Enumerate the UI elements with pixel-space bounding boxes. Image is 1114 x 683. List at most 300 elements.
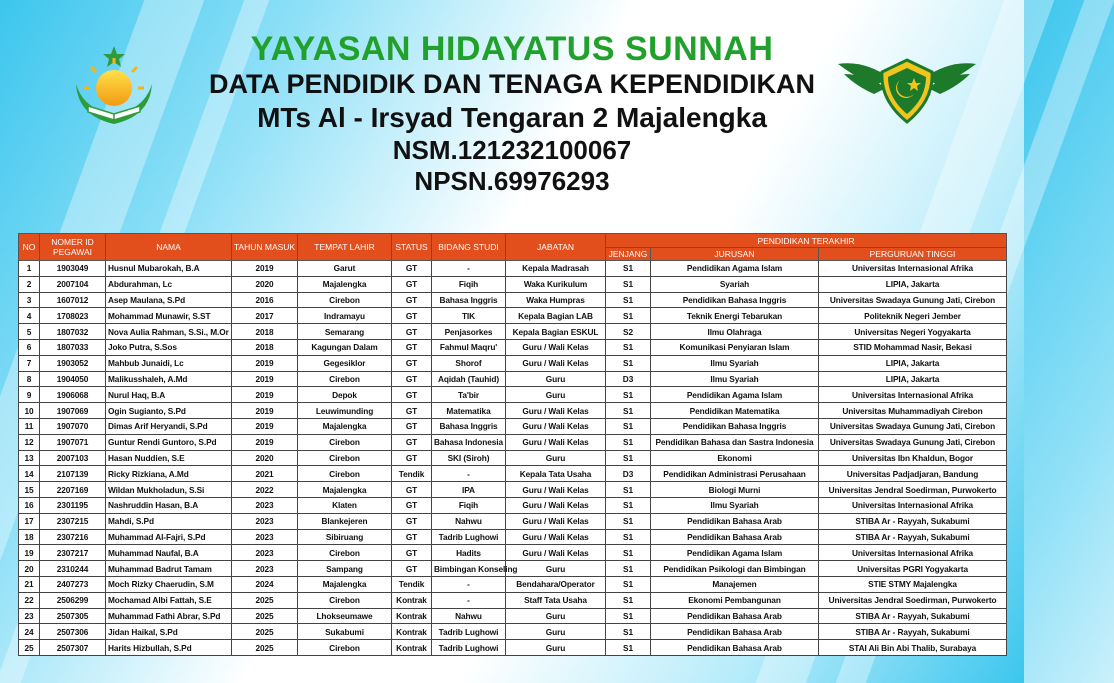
cell-subject: Nahwu [432,608,506,624]
cell-university: Universitas Swadaya Gunung Jati, Cirebon [819,434,1007,450]
cell-status: GT [392,450,432,466]
table-row [19,403,1007,419]
cell-subject: - [432,592,506,608]
cell-name: Wildan Mukholadun, S.Si [106,482,232,498]
cell-name: Mahdi, S.Pd [106,513,232,529]
header-level: JENJANG [606,248,651,261]
cell-employee-id: 2301195 [40,497,106,513]
cell-birthplace: Cirebon [298,545,392,561]
cell-no: 8 [19,371,40,387]
cell-status: GT [392,276,432,292]
cell-birthplace: Leuwimunding [298,403,392,419]
cell-position: Guru / Wali Kelas [506,513,606,529]
cell-major: Biologi Murni [651,482,819,498]
cell-position: Guru / Wali Kelas [506,418,606,434]
cell-year-joined: 2025 [232,624,298,640]
header-subject: BIDANG STUDI [432,234,506,261]
cell-major: Pendidikan Bahasa Arab [651,513,819,529]
cell-major: Syariah [651,276,819,292]
cell-position: Guru / Wali Kelas [506,434,606,450]
cell-major: Pendidikan Bahasa Arab [651,624,819,640]
cell-employee-id: 2507306 [40,624,106,640]
cell-level: S1 [606,276,651,292]
cell-employee-id: 1807032 [40,324,106,340]
cell-birthplace: Cirebon [298,434,392,450]
cell-position: Kepala Bagian LAB [506,308,606,324]
cell-no: 19 [19,545,40,561]
header-major: JURUSAN [651,248,819,261]
cell-year-joined: 2016 [232,292,298,308]
cell-no: 13 [19,450,40,466]
cell-major: Pendidikan Bahasa Arab [651,640,819,656]
cell-year-joined: 2023 [232,513,298,529]
table-row [19,324,1007,340]
cell-subject: Fiqih [432,497,506,513]
table-row [19,640,1007,656]
cell-birthplace: Blankejeren [298,513,392,529]
cell-year-joined: 2023 [232,529,298,545]
cell-status: Kontrak [392,624,432,640]
cell-university: Universitas Jendral Soedirman, Purwokerto [819,592,1007,608]
cell-level: S1 [606,292,651,308]
cell-name: Joko Putra, S.Sos [106,339,232,355]
cell-employee-id: 2007104 [40,276,106,292]
cell-employee-id: 2307216 [40,529,106,545]
table-row [19,529,1007,545]
cell-year-joined: 2019 [232,355,298,371]
cell-employee-id: 2107139 [40,466,106,482]
cell-major: Ilmu Syariah [651,355,819,371]
header-position: JABATAN [506,234,606,261]
cell-subject: Tadrib Lughowi [432,529,506,545]
table-row [19,308,1007,324]
cell-level: D3 [606,371,651,387]
cell-year-joined: 2019 [232,261,298,277]
cell-university: Universitas Internasional Afrika [819,497,1007,513]
cell-year-joined: 2019 [232,418,298,434]
table-row [19,513,1007,529]
cell-no: 25 [19,640,40,656]
cell-status: GT [392,308,432,324]
cell-level: S1 [606,592,651,608]
table-row [19,418,1007,434]
cell-year-joined: 2017 [232,308,298,324]
cell-level: S1 [606,561,651,577]
cell-status: Kontrak [392,592,432,608]
cell-subject: IPA [432,482,506,498]
cell-university: Universitas Muhammadiyah Cirebon [819,403,1007,419]
cell-major: Pendidikan Agama Islam [651,387,819,403]
cell-no: 18 [19,529,40,545]
cell-subject: TIK [432,308,506,324]
table-row [19,608,1007,624]
cell-name: Ricky Rizkiana, A.Md [106,466,232,482]
cell-year-joined: 2023 [232,497,298,513]
cell-birthplace: Cirebon [298,592,392,608]
nsm-number: NSM.121232100067 [392,135,632,165]
table-row [19,576,1007,592]
cell-subject: Bahasa Inggris [432,418,506,434]
cell-level: S1 [606,339,651,355]
cell-level: S1 [606,576,651,592]
cell-status: GT [392,513,432,529]
cell-university: Universitas Jendral Soedirman, Purwokerto [819,482,1007,498]
cell-major: Pendidikan Bahasa Inggris [651,292,819,308]
cell-employee-id: 1907071 [40,434,106,450]
cell-position: Guru [506,624,606,640]
cell-major: Pendidikan Agama Islam [651,545,819,561]
cell-subject: Ta'bir [432,387,506,403]
cell-level: S1 [606,545,651,561]
cell-status: GT [392,545,432,561]
cell-major: Pendidikan Psikologi dan Bimbingan [651,561,819,577]
cell-major: Komunikasi Penyiaran Islam [651,339,819,355]
cell-employee-id: 1904050 [40,371,106,387]
cell-level: S1 [606,513,651,529]
cell-position: Staff Tata Usaha [506,592,606,608]
cell-year-joined: 2023 [232,545,298,561]
cell-name: Malikusshaleh, A.Md [106,371,232,387]
cell-no: 2 [19,276,40,292]
cell-status: GT [392,418,432,434]
cell-no: 24 [19,624,40,640]
cell-name: Ogin Sugianto, S.Pd [106,403,232,419]
cell-status: Tendik [392,466,432,482]
cell-university: Universitas Ibn Khaldun, Bogor [819,450,1007,466]
cell-university: Universitas Swadaya Gunung Jati, Cirebon [819,292,1007,308]
cell-no: 6 [19,339,40,355]
cell-year-joined: 2023 [232,561,298,577]
cell-subject: Penjasorkes [432,324,506,340]
cell-name: Abdurahman, Lc [106,276,232,292]
cell-subject: Hadits [432,545,506,561]
cell-employee-id: 2207169 [40,482,106,498]
cell-subject: - [432,261,506,277]
cell-university: Universitas PGRI Yogyakarta [819,561,1007,577]
cell-subject: Tadrib Lughowi [432,624,506,640]
cell-employee-id: 1907070 [40,418,106,434]
cell-position: Guru [506,640,606,656]
cell-no: 4 [19,308,40,324]
cell-status: GT [392,387,432,403]
cell-position: Kepala Madrasah [506,261,606,277]
cell-position: Guru / Wali Kelas [506,545,606,561]
cell-university: Universitas Swadaya Gunung Jati, Cirebon [819,418,1007,434]
cell-level: S1 [606,403,651,419]
cell-no: 21 [19,576,40,592]
cell-level: S1 [606,434,651,450]
cell-no: 23 [19,608,40,624]
cell-no: 17 [19,513,40,529]
cell-university: Universitas Negeri Yogyakarta [819,324,1007,340]
header-employee-id: NOMER ID PEGAWAI [40,234,106,261]
cell-position: Waka Kurikulum [506,276,606,292]
school-name: MTs Al - Irsyad Tengaran 2 Majalengka [257,102,767,133]
cell-name: Dimas Arif Heryandi, S.Pd [106,418,232,434]
header-university: PERGURUAN TINGGI [819,248,1007,261]
foundation-title: YAYASAN HIDAYATUS SUNNAH [250,30,774,68]
table-row [19,545,1007,561]
cell-subject: Bahasa Inggris [432,292,506,308]
cell-birthplace: Cirebon [298,292,392,308]
cell-no: 10 [19,403,40,419]
cell-birthplace: Majalengka [298,276,392,292]
header-birthplace: TEMPAT LAHIR [298,234,392,261]
cell-major: Teknik Energi Tebarukan [651,308,819,324]
table-row [19,561,1007,577]
table-row [19,371,1007,387]
cell-employee-id: 1903052 [40,355,106,371]
cell-subject: Bahasa Indonesia [432,434,506,450]
cell-major: Manajemen [651,576,819,592]
cell-university: Universitas Internasional Afrika [819,387,1007,403]
cell-subject: Aqidah (Tauhid) [432,371,506,387]
cell-position: Guru [506,371,606,387]
cell-name: Hasan Nuddien, S.E [106,450,232,466]
cell-subject: Shorof [432,355,506,371]
table-row [19,339,1007,355]
cell-level: S1 [606,450,651,466]
cell-status: GT [392,434,432,450]
cell-major: Ilmu Syariah [651,497,819,513]
cell-university: LIPIA, Jakarta [819,355,1007,371]
cell-position: Guru / Wali Kelas [506,403,606,419]
cell-status: GT [392,292,432,308]
cell-birthplace: Depok [298,387,392,403]
cell-position: Guru / Wali Kelas [506,339,606,355]
cell-birthplace: Majalengka [298,576,392,592]
cell-major: Ilmu Syariah [651,371,819,387]
cell-subject: Fahmul Maqru' [432,339,506,355]
cell-year-joined: 2025 [232,640,298,656]
cell-level: S1 [606,418,651,434]
cell-birthplace: Semarang [298,324,392,340]
cell-year-joined: 2021 [232,466,298,482]
cell-no: 20 [19,561,40,577]
cell-major: Pendidikan Bahasa Inggris [651,418,819,434]
cell-employee-id: 2506299 [40,592,106,608]
cell-major: Pendidikan Agama Islam [651,261,819,277]
cell-university: Universitas Padjadjaran, Bandung [819,466,1007,482]
cell-university: STAI Ali Bin Abi Thalib, Surabaya [819,640,1007,656]
cell-year-joined: 2024 [232,576,298,592]
cell-employee-id: 1906068 [40,387,106,403]
cell-no: 1 [19,261,40,277]
cell-status: GT [392,339,432,355]
header-no: NO [19,234,40,261]
cell-name: Nova Aulia Rahman, S.Si., M.Or [106,324,232,340]
cell-employee-id: 2407273 [40,576,106,592]
table-body [19,261,1007,656]
cell-level: S1 [606,624,651,640]
cell-birthplace: Cirebon [298,466,392,482]
cell-birthplace: Gegesiklor [298,355,392,371]
cell-position: Guru [506,561,606,577]
cell-university: STIBA Ar - Rayyah, Sukabumi [819,529,1007,545]
cell-name: Moch Rizky Chaerudin, S.M [106,576,232,592]
cell-year-joined: 2019 [232,371,298,387]
cell-no: 12 [19,434,40,450]
table-row [19,276,1007,292]
cell-year-joined: 2018 [232,324,298,340]
cell-status: GT [392,403,432,419]
cell-level: S1 [606,640,651,656]
cell-position: Guru [506,450,606,466]
cell-name: Harits Hizbullah, S.Pd [106,640,232,656]
table-row [19,497,1007,513]
cell-name: Husnul Mubarokah, B.A [106,261,232,277]
cell-employee-id: 2310244 [40,561,106,577]
cell-major: Pendidikan Bahasa Arab [651,608,819,624]
cell-birthplace: Majalengka [298,482,392,498]
cell-university: STIBA Ar - Rayyah, Sukabumi [819,624,1007,640]
cell-level: S1 [606,529,651,545]
cell-level: S1 [606,308,651,324]
cell-name: Muhammad Al-Fajri, S.Pd [106,529,232,545]
cell-no: 9 [19,387,40,403]
cell-birthplace: Cirebon [298,450,392,466]
cell-birthplace: Sukabumi [298,624,392,640]
header-year-joined: TAHUN MASUK [232,234,298,261]
cell-year-joined: 2020 [232,276,298,292]
cell-status: GT [392,482,432,498]
cell-birthplace: Indramayu [298,308,392,324]
cell-major: Pendidikan Bahasa Arab [651,529,819,545]
cell-name: Mochamad Albi Fattah, S.E [106,592,232,608]
cell-employee-id: 1807033 [40,339,106,355]
header-last-education: PENDIDIKAN TERAKHIR [606,234,1007,248]
cell-subject: Bimbingan Konseling [432,561,506,577]
table-row [19,434,1007,450]
cell-university: STIE STMY Majalengka [819,576,1007,592]
cell-university: LIPIA, Jakarta [819,371,1007,387]
cell-name: Guntur Rendi Guntoro, S.Pd [106,434,232,450]
cell-employee-id: 1903049 [40,261,106,277]
cell-level: S1 [606,355,651,371]
cell-no: 22 [19,592,40,608]
cell-subject: Fiqih [432,276,506,292]
cell-position: Guru / Wali Kelas [506,355,606,371]
cell-position: Guru / Wali Kelas [506,497,606,513]
cell-no: 5 [19,324,40,340]
cell-major: Pendidikan Bahasa dan Sastra Indonesia [651,434,819,450]
cell-no: 3 [19,292,40,308]
cell-position: Guru [506,608,606,624]
cell-level: S1 [606,387,651,403]
cell-year-joined: 2025 [232,608,298,624]
cell-no: 11 [19,418,40,434]
cell-birthplace: Sibiruang [298,529,392,545]
cell-university: STIBA Ar - Rayyah, Sukabumi [819,513,1007,529]
cell-no: 16 [19,497,40,513]
table-row [19,387,1007,403]
table-row [19,624,1007,640]
cell-status: Tendik [392,576,432,592]
table-row [19,292,1007,308]
cell-status: Kontrak [392,640,432,656]
page-header [0,30,1024,197]
cell-position: Bendahara/Operator [506,576,606,592]
cell-subject: SKI (Siroh) [432,450,506,466]
cell-major: Ilmu Olahraga [651,324,819,340]
table-row [19,466,1007,482]
cell-university: LIPIA, Jakarta [819,276,1007,292]
cell-university: Universitas Internasional Afrika [819,261,1007,277]
cell-year-joined: 2020 [232,450,298,466]
header-status: STATUS [392,234,432,261]
cell-level: S1 [606,608,651,624]
cell-position: Waka Humpras [506,292,606,308]
cell-position: Kepala Bagian ESKUL [506,324,606,340]
cell-position: Guru / Wali Kelas [506,529,606,545]
cell-subject: - [432,466,506,482]
cell-level: S2 [606,324,651,340]
cell-name: Muhammad Naufal, B.A [106,545,232,561]
cell-employee-id: 1607012 [40,292,106,308]
cell-no: 15 [19,482,40,498]
cell-name: Nurul Haq, B.A [106,387,232,403]
cell-major: Pendidikan Administrasi Perusahaan [651,466,819,482]
cell-university: STID Mohammad Nasir, Bekasi [819,339,1007,355]
cell-level: S1 [606,482,651,498]
cell-status: GT [392,497,432,513]
cell-subject: Matematika [432,403,506,419]
cell-no: 14 [19,466,40,482]
cell-employee-id: 1708023 [40,308,106,324]
cell-no: 7 [19,355,40,371]
cell-birthplace: Cirebon [298,640,392,656]
cell-major: Ekonomi Pembangunan [651,592,819,608]
staff-table [18,233,1007,656]
cell-position: Guru / Wali Kelas [506,482,606,498]
cell-name: Muhammad Fathi Abrar, S.Pd [106,608,232,624]
cell-birthplace: Klaten [298,497,392,513]
cell-subject: Nahwu [432,513,506,529]
cell-position: Guru [506,387,606,403]
cell-birthplace: Sampang [298,561,392,577]
cell-year-joined: 2025 [232,592,298,608]
table-row [19,482,1007,498]
cell-birthplace: Cirebon [298,371,392,387]
cell-subject: - [432,576,506,592]
npsn-number: NPSN.69976293 [414,166,610,196]
cell-status: GT [392,261,432,277]
cell-birthplace: Kagungan Dalam [298,339,392,355]
cell-year-joined: 2019 [232,387,298,403]
cell-birthplace: Majalengka [298,418,392,434]
cell-employee-id: 2307217 [40,545,106,561]
cell-name: Nashruddin Hasan, B.A [106,497,232,513]
table-row [19,450,1007,466]
cell-status: Kontrak [392,608,432,624]
cell-university: Politeknik Negeri Jember [819,308,1007,324]
cell-year-joined: 2022 [232,482,298,498]
cell-name: Mohammad Munawir, S.ST [106,308,232,324]
cell-major: Pendidikan Matematika [651,403,819,419]
cell-university: STIBA Ar - Rayyah, Sukabumi [819,608,1007,624]
cell-name: Asep Maulana, S.Pd [106,292,232,308]
cell-major: Ekonomi [651,450,819,466]
cell-year-joined: 2019 [232,403,298,419]
cell-university: Universitas Internasional Afrika [819,545,1007,561]
cell-status: GT [392,324,432,340]
cell-position: Kepala Tata Usaha [506,466,606,482]
cell-employee-id: 2507307 [40,640,106,656]
cell-subject: Tadrib Lughowi [432,640,506,656]
cell-birthplace: Lhokseumawe [298,608,392,624]
table-row [19,592,1007,608]
table-row [19,261,1007,277]
